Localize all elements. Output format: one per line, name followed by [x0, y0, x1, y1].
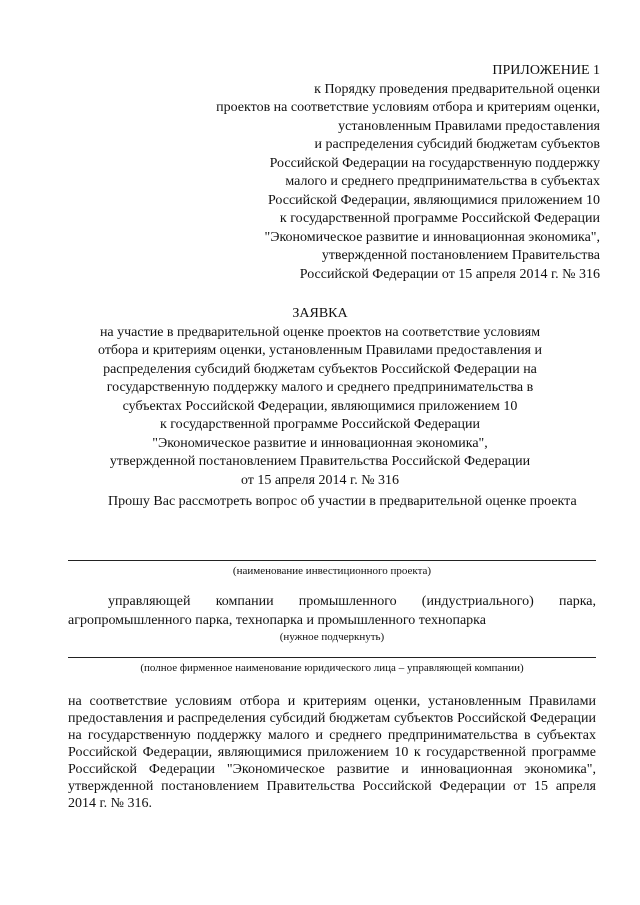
title-line: субъектах Российской Федерации, являющимися приложением 10 [122, 398, 518, 414]
project-name-field-line[interactable] [68, 560, 596, 561]
title-line: "Экономическое развитие и инновационная экономика", [152, 435, 488, 451]
company-type-line: управляющей компании промышленного (индустриального) парка, [108, 594, 596, 609]
company-type-paragraph [68, 593, 596, 630]
appendix-line: и распределения субсидий бюджетам субъектов [314, 137, 600, 152]
company-name-field-line[interactable] [68, 657, 596, 658]
request-text: Прошу Вас рассмотреть вопрос об участии в предварительной оценке проекта [108, 494, 577, 509]
appendix-line: Российской Федерации на государственную поддержку [269, 155, 600, 171]
appendix-line: к государственной программе Российской Федерации [279, 211, 600, 226]
appendix-line: к Порядку проведения предварительной оценки [314, 81, 600, 97]
appendix-line: установленным Правилами предоставления [338, 118, 600, 134]
title-line: государственную поддержку малого и среднего предпринимательства в [106, 380, 534, 395]
document-title [40, 305, 600, 490]
underline-note-caption: (нужное подчеркнуть) [279, 631, 385, 643]
request-paragraph [68, 493, 596, 512]
body-paragraph: на соответствие условиям отбора и критериям оценки, установленным Правилами предоставления и распределения субсидий бюджетам субъектов Российской Федерации на государственную поддержку малого и среднего предпринимательства в субъектах Российской Федерации, являющимися приложением 10 к государственной программе Российской Федерации "Экономическое развитие и инновационная экономика", утвержденной постановлением Правительства Российской Федерации от 15 апреля 2014 г. № 316. [68, 694, 596, 811]
appendix-line: Российской Федерации от 15 апреля 2014 г. № 316 [299, 266, 600, 282]
title-heading: ЗАЯВКА [292, 306, 348, 321]
appendix-line: "Экономическое развитие и инновационная экономика", [264, 229, 600, 245]
appendix-line: проектов на соответствие условиям отбора и критериям оценки, [216, 100, 600, 115]
title-line: от 15 апреля 2014 г. № 316 [240, 472, 400, 488]
title-line: на участие в предварительной оценке проектов на соответствие условиям [99, 324, 541, 340]
title-line: распределения субсидий бюджетам субъектов Российской Федерации на [103, 361, 537, 377]
appendix-line: ПРИЛОЖЕНИЕ 1 [492, 63, 600, 78]
appendix-line: Российской Федерации, являющимися приложением 10 [267, 192, 600, 208]
title-line: отбора и критериям оценки, установленным Правилами предоставления и [98, 343, 542, 358]
appendix-line: малого и среднего предпринимательства в субъектах [285, 174, 600, 189]
title-line: к государственной программе Российской Федерации [159, 417, 481, 432]
company-type-line: агропромышленного парка, технопарка и промышленного технопарка [68, 612, 486, 628]
appendix-header [40, 62, 600, 284]
company-name-caption: (полное фирменное наименование юридического лица – управляющей компании) [140, 662, 524, 674]
project-name-caption: (наименование инвестиционного проекта) [232, 565, 432, 577]
appendix-line: утвержденной постановлением Правительства [321, 248, 600, 263]
title-line: утвержденной постановлением Правительства Российской Федерации [109, 454, 531, 469]
